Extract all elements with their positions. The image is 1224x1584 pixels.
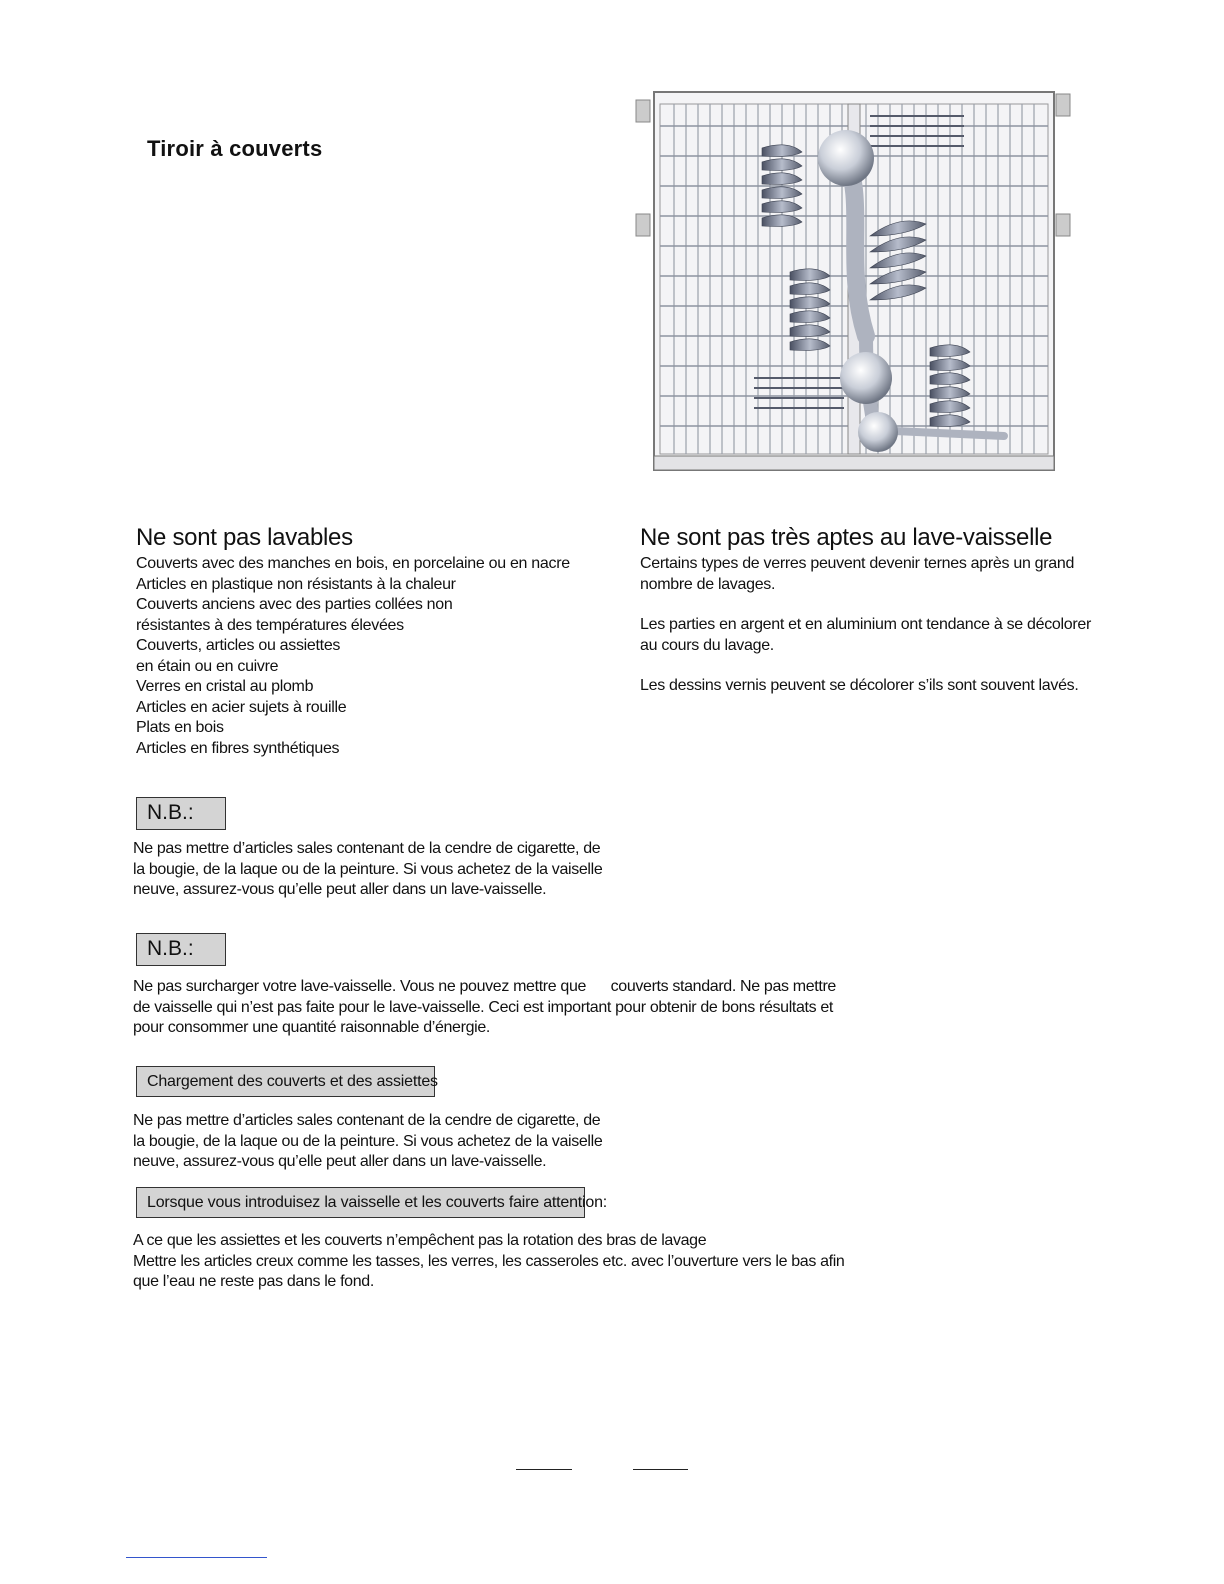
text-line: Certains types de verres peuvent devenir ternes après un grand bbox=[640, 555, 1075, 572]
list-item: Articles en acier sujets à rouille bbox=[136, 698, 347, 716]
text-line: Ne pas surcharger votre lave-vaisselle. Vous ne pouvez mettre que couverts standard. Ne pas mettre bbox=[133, 978, 836, 995]
text-line: Ne pas mettre d’articles sales contenant de la cendre de cigarette, de bbox=[133, 840, 601, 857]
text-line: au cours du lavage. bbox=[640, 636, 774, 654]
attention-label: Lorsque vous introduisez la vaisselle et les couverts faire attention: bbox=[136, 1187, 585, 1218]
not-suitable-para-2 bbox=[640, 615, 1091, 656]
page-title: Tiroir à couverts bbox=[147, 136, 323, 161]
list-item: Couverts avec des manches en bois, en porcelaine ou en nacre bbox=[136, 555, 570, 572]
text-line: nombre de lavages. bbox=[640, 575, 776, 593]
text-line: Mettre les articles creux comme les tasses, les verres, les casseroles etc. avec l’ouverture vers le bas afin bbox=[133, 1252, 845, 1270]
text-line: A ce que les assiettes et les couverts n’empêchent pas la rotation des bras de lavage bbox=[133, 1232, 707, 1249]
attention-text bbox=[133, 1231, 844, 1293]
text-line: Les parties en argent et en aluminium ont tendance à se décolorer bbox=[640, 616, 1092, 633]
not-washable-list bbox=[136, 554, 570, 759]
not-washable-heading: Ne sont pas lavables bbox=[136, 524, 353, 551]
footer-rule-left bbox=[516, 1469, 572, 1470]
note-label-2: N.B.: bbox=[136, 933, 226, 966]
note-label-1: N.B.: bbox=[136, 797, 226, 830]
text-line: que l’eau ne reste pas dans le fond. bbox=[133, 1273, 374, 1290]
list-item: Articles en fibres synthétiques bbox=[136, 739, 340, 757]
list-item: Plats en bois bbox=[136, 719, 224, 736]
list-item: résistantes à des températures élevées bbox=[136, 616, 404, 634]
text-line: neuve, assurez-vous qu’elle peut aller dans un lave-vaisselle. bbox=[133, 1153, 547, 1170]
footnote-rule bbox=[126, 1557, 267, 1558]
loading-text bbox=[133, 1111, 602, 1173]
list-item: en étain ou en cuivre bbox=[136, 657, 279, 675]
text-line: la bougie, de la laque ou de la peinture. Si vous achetez de la vaiselle bbox=[133, 1132, 603, 1150]
not-suitable-heading: Ne sont pas très aptes au lave-vaisselle bbox=[640, 524, 1053, 551]
text-line: la bougie, de la laque ou de la peinture. Si vous achetez de la vaiselle bbox=[133, 860, 603, 878]
footer-rule-right bbox=[633, 1469, 688, 1470]
list-item: Verres en cristal au plomb bbox=[136, 678, 314, 695]
text-line: neuve, assurez-vous qu’elle peut aller dans un lave-vaisselle. bbox=[133, 881, 547, 898]
list-item: Couverts, articles ou assiettes bbox=[136, 637, 341, 654]
cutlery-drawer-illustration bbox=[634, 86, 1074, 478]
not-suitable-para-3 bbox=[640, 676, 1079, 697]
text-line: Ne pas mettre d’articles sales contenant de la cendre de cigarette, de bbox=[133, 1112, 601, 1129]
cutlery-drawer-figure bbox=[634, 86, 1074, 478]
text-line: de vaisselle qui n’est pas faite pour le lave-vaisselle. Ceci est important pour obtenir de bons résultats et bbox=[133, 998, 834, 1016]
loading-label: Chargement des couverts et des assiettes bbox=[136, 1066, 435, 1097]
note-text-2 bbox=[133, 977, 836, 1039]
text-line: Les dessins vernis peuvent se décolorer s’ils sont souvent lavés. bbox=[640, 677, 1079, 694]
text-line: pour consommer une quantité raisonnable d’énergie. bbox=[133, 1019, 490, 1036]
not-suitable-para-1 bbox=[640, 554, 1074, 595]
list-item: Couverts anciens avec des parties collées non bbox=[136, 596, 453, 613]
list-item: Articles en plastique non résistants à la chaleur bbox=[136, 575, 456, 593]
note-text-1 bbox=[133, 839, 602, 901]
